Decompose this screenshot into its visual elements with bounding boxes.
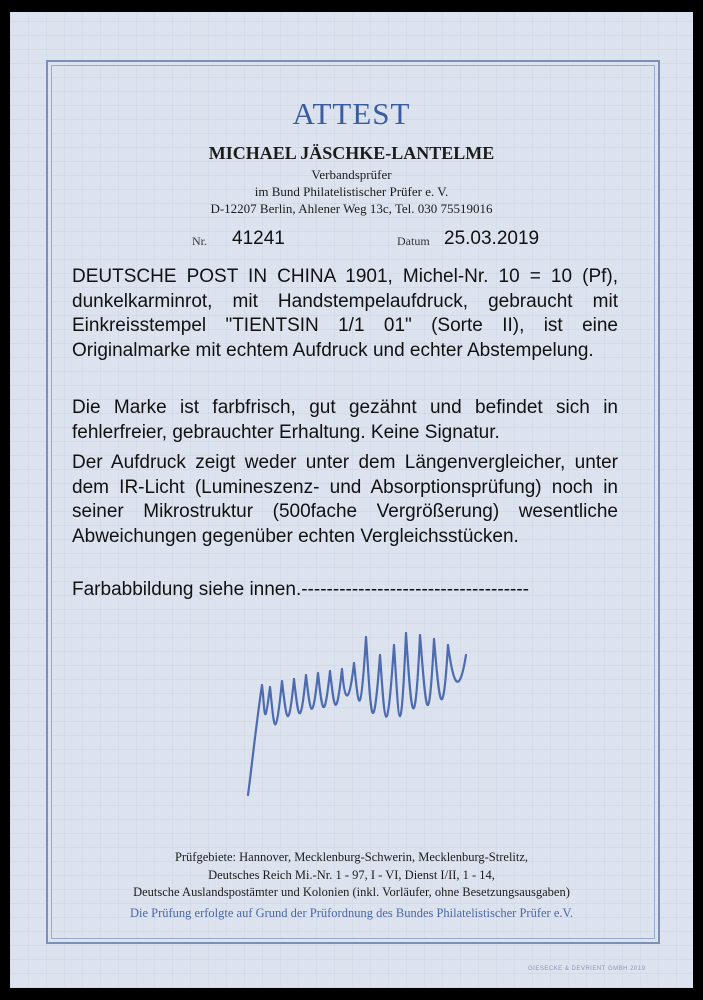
color-image-note: Farbabbildung siehe innen.------------------------------------ <box>72 579 530 600</box>
date-label: Datum <box>397 234 430 248</box>
examiner-association: im Bund Philatelistischer Prüfer e. V. <box>254 184 449 199</box>
examiner-address: D-12207 Berlin, Ahlener Weg 13c, Tel. 030 75519016 <box>210 201 493 216</box>
certificate-number-label: Nr. <box>192 234 207 248</box>
printer-imprint: GIESECKE & DEVRIENT GMBH 2019 <box>528 966 646 972</box>
certificate-title: ATTEST <box>292 96 411 131</box>
certificate-date: 25.03.2019 <box>444 228 540 249</box>
signature <box>230 615 500 815</box>
description-paragraph: DEUTSCHE POST IN CHINA 1901, Michel-Nr. 10 = 10 (Pf), dunkelkarminrot, mit Handstempelaufdruck, gebraucht mit Einkreisstempel "TIENTSIN 1/1 01" (Sorte II), ist eine Originalmarke mit echtem Aufdruck und echter Abstempelung. <box>72 266 618 361</box>
footer-areas-line3: Deutsche Auslandspostämter und Kolonien (inkl. Vorläufer, ohne Besetzungsausgaben) <box>133 885 570 899</box>
footer-areas-line2: Deutsches Reich Mi.-Nr. 1 - 97, I - VI, Dienst I/II, 1 - 14, <box>208 868 495 882</box>
examiner-name: MICHAEL JÄSCHKE-LANTELME <box>208 143 495 163</box>
footer-regulation-note: Die Prüfung erfolgte auf Grund der Prüfordnung des Bundes Philatelistischer Prüfer e.V. <box>129 906 574 920</box>
examination-paragraph: Der Aufdruck zeigt weder unter dem Längenvergleicher, unter dem IR-Licht (Lumineszenz- und Absorptionsprüfung) noch in seiner Mikrostruktur (500fache Vergrößerung) wesentliche Abweichungen gegenüber echten Vergleichsstücken. <box>72 452 618 547</box>
condition-paragraph: Die Marke ist farbfrisch, gut gezähnt und befindet sich in fehlerfreier, gebrauchter Erhaltung. Keine Signatur. <box>72 397 618 443</box>
footer-areas-line1: Prüfgebiete: Hannover, Mecklenburg-Schwerin, Mecklenburg-Strelitz, <box>174 850 529 864</box>
examiner-role: Verbandsprüfer <box>311 167 392 182</box>
certificate-number: 41241 <box>232 228 285 249</box>
